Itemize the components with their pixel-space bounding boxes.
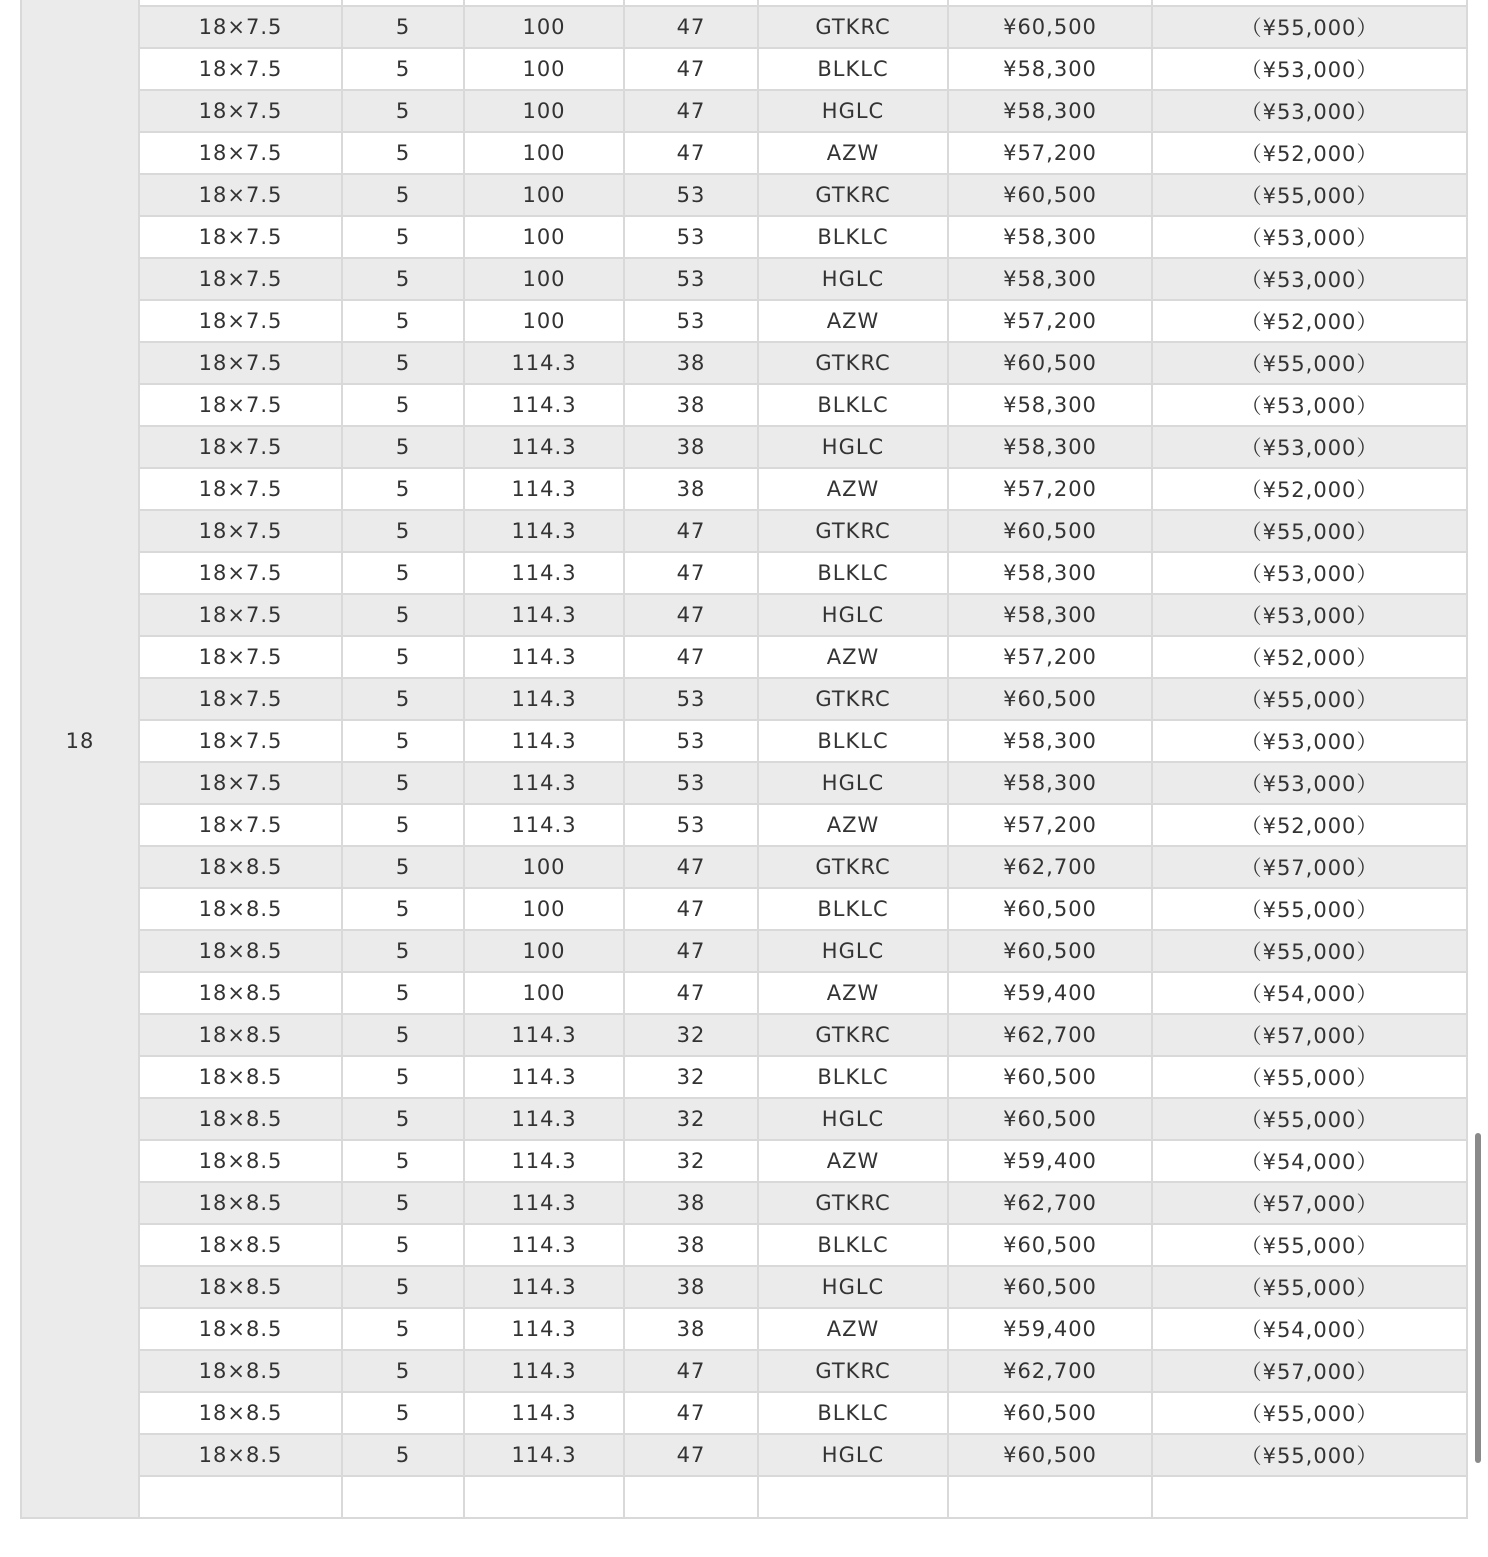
pcd-cell: 100 <box>464 90 624 132</box>
size-cell: 18×8.5 <box>139 1098 342 1140</box>
price-cell: ¥57,200 <box>948 300 1152 342</box>
price-cell: ¥57,200 <box>948 636 1152 678</box>
price-cell: ¥60,500 <box>948 1098 1152 1140</box>
table-row <box>21 258 1467 300</box>
offset-cell: 38 <box>624 342 758 384</box>
color-cell: AZW <box>758 300 948 342</box>
offset-cell: 47 <box>624 132 758 174</box>
price-ex-tax-cell: （¥57,000） <box>1152 846 1467 888</box>
offset-cell: 53 <box>624 216 758 258</box>
table-row <box>21 1224 1467 1266</box>
hole-count-cell: 5 <box>342 804 464 846</box>
price-cell: ¥60,500 <box>948 342 1152 384</box>
color-cell: HGLC <box>758 90 948 132</box>
price-ex-tax-cell: （¥55,000） <box>1152 888 1467 930</box>
size-cell <box>139 1476 342 1518</box>
price-cell: ¥60,500 <box>948 6 1152 48</box>
hole-count-cell: 5 <box>342 1014 464 1056</box>
hole-count-cell: 5 <box>342 300 464 342</box>
offset-cell: 38 <box>624 1308 758 1350</box>
hole-count-cell: 5 <box>342 174 464 216</box>
hole-count-cell: 5 <box>342 510 464 552</box>
table-row <box>21 1056 1467 1098</box>
hole-count-cell: 5 <box>342 1182 464 1224</box>
table-row <box>21 1182 1467 1224</box>
price-cell: ¥57,200 <box>948 468 1152 510</box>
price-cell: ¥58,300 <box>948 384 1152 426</box>
offset-cell: 47 <box>624 1434 758 1476</box>
table-row <box>21 1392 1467 1434</box>
pcd-cell <box>464 1476 624 1518</box>
table-row <box>21 1098 1467 1140</box>
table-row <box>21 48 1467 90</box>
color-cell: BLKLC <box>758 1392 948 1434</box>
vertical-scrollbar[interactable] <box>1475 1133 1481 1463</box>
color-cell: HGLC <box>758 1266 948 1308</box>
wheel-price-table <box>20 0 1468 1519</box>
table-row <box>21 174 1467 216</box>
color-cell: AZW <box>758 132 948 174</box>
color-cell: AZW <box>758 1308 948 1350</box>
pcd-cell: 100 <box>464 300 624 342</box>
hole-count-cell: 5 <box>342 1140 464 1182</box>
price-cell: ¥58,300 <box>948 594 1152 636</box>
price-cell: ¥58,300 <box>948 258 1152 300</box>
pcd-cell: 114.3 <box>464 342 624 384</box>
offset-cell: 32 <box>624 1014 758 1056</box>
offset-cell: 38 <box>624 1224 758 1266</box>
color-cell: HGLC <box>758 426 948 468</box>
inch-group-cell: 18 <box>21 0 139 1518</box>
size-cell: 18×7.5 <box>139 90 342 132</box>
price-ex-tax-cell: （¥53,000） <box>1152 90 1467 132</box>
color-cell: HGLC <box>758 1434 948 1476</box>
price-cell: ¥59,400 <box>948 1140 1152 1182</box>
price-cell: ¥58,300 <box>948 216 1152 258</box>
pcd-cell: 114.3 <box>464 720 624 762</box>
price-cell: ¥60,500 <box>948 510 1152 552</box>
offset-cell: 38 <box>624 384 758 426</box>
size-cell: 18×8.5 <box>139 1224 342 1266</box>
pcd-cell: 100 <box>464 258 624 300</box>
price-cell: ¥60,500 <box>948 1392 1152 1434</box>
offset-cell: 47 <box>624 510 758 552</box>
offset-cell: 47 <box>624 90 758 132</box>
price-cell <box>948 1476 1152 1518</box>
offset-cell: 47 <box>624 972 758 1014</box>
price-ex-tax-cell: （¥55,000） <box>1152 6 1467 48</box>
offset-cell: 53 <box>624 300 758 342</box>
table-row <box>21 342 1467 384</box>
price-cell: ¥58,300 <box>948 720 1152 762</box>
pcd-cell: 114.3 <box>464 1392 624 1434</box>
offset-cell: 53 <box>624 762 758 804</box>
price-cell: ¥58,300 <box>948 552 1152 594</box>
pcd-cell: 114.3 <box>464 1266 624 1308</box>
size-cell: 18×7.5 <box>139 594 342 636</box>
size-cell: 18×7.5 <box>139 510 342 552</box>
table-row <box>21 552 1467 594</box>
price-ex-tax-cell: （¥55,000） <box>1152 1434 1467 1476</box>
table-row <box>21 762 1467 804</box>
price-cell: ¥58,300 <box>948 90 1152 132</box>
price-ex-tax-cell: （¥55,000） <box>1152 342 1467 384</box>
hole-count-cell: 5 <box>342 1266 464 1308</box>
hole-count-cell: 5 <box>342 594 464 636</box>
offset-cell: 47 <box>624 594 758 636</box>
price-cell: ¥62,700 <box>948 846 1152 888</box>
table-row <box>21 1434 1467 1476</box>
table-row <box>21 888 1467 930</box>
table-row <box>21 426 1467 468</box>
table-row <box>21 90 1467 132</box>
color-cell: GTKRC <box>758 342 948 384</box>
price-ex-tax-cell: （¥53,000） <box>1152 552 1467 594</box>
price-cell: ¥62,700 <box>948 1014 1152 1056</box>
size-cell: 18×8.5 <box>139 1392 342 1434</box>
pcd-cell: 114.3 <box>464 1182 624 1224</box>
table-row <box>21 1350 1467 1392</box>
price-cell: ¥60,500 <box>948 1266 1152 1308</box>
pcd-cell: 114.3 <box>464 678 624 720</box>
price-cell: ¥58,300 <box>948 48 1152 90</box>
price-cell: ¥60,500 <box>948 930 1152 972</box>
color-cell: BLKLC <box>758 888 948 930</box>
price-ex-tax-cell: （¥57,000） <box>1152 1350 1467 1392</box>
price-ex-tax-cell: （¥55,000） <box>1152 174 1467 216</box>
pcd-cell: 100 <box>464 174 624 216</box>
price-ex-tax-cell: （¥52,000） <box>1152 468 1467 510</box>
hole-count-cell: 5 <box>342 6 464 48</box>
pcd-cell: 114.3 <box>464 636 624 678</box>
color-cell: HGLC <box>758 762 948 804</box>
color-cell: BLKLC <box>758 48 948 90</box>
size-cell: 18×7.5 <box>139 468 342 510</box>
offset-cell: 32 <box>624 1140 758 1182</box>
pcd-cell: 114.3 <box>464 762 624 804</box>
table-row <box>21 720 1467 762</box>
table-row <box>21 468 1467 510</box>
price-ex-tax-cell: （¥57,000） <box>1152 1014 1467 1056</box>
color-cell: BLKLC <box>758 720 948 762</box>
hole-count-cell: 5 <box>342 846 464 888</box>
color-cell: GTKRC <box>758 1350 948 1392</box>
color-cell: AZW <box>758 636 948 678</box>
table-body <box>21 0 1467 1518</box>
table-row <box>21 678 1467 720</box>
table-row <box>21 384 1467 426</box>
offset-cell: 47 <box>624 6 758 48</box>
table-row <box>21 1140 1467 1182</box>
hole-count-cell: 5 <box>342 258 464 300</box>
hole-count-cell: 5 <box>342 342 464 384</box>
size-cell: 18×7.5 <box>139 6 342 48</box>
color-cell: BLKLC <box>758 552 948 594</box>
price-ex-tax-cell <box>1152 1476 1467 1518</box>
pcd-cell: 114.3 <box>464 468 624 510</box>
pcd-cell: 100 <box>464 846 624 888</box>
offset-cell: 47 <box>624 636 758 678</box>
color-cell: AZW <box>758 804 948 846</box>
hole-count-cell: 5 <box>342 1350 464 1392</box>
size-cell: 18×7.5 <box>139 636 342 678</box>
price-cell: ¥58,300 <box>948 426 1152 468</box>
size-cell: 18×8.5 <box>139 1308 342 1350</box>
price-ex-tax-cell: （¥55,000） <box>1152 1266 1467 1308</box>
table-row <box>21 930 1467 972</box>
pcd-cell: 114.3 <box>464 426 624 468</box>
size-cell: 18×8.5 <box>139 1434 342 1476</box>
pcd-cell: 100 <box>464 888 624 930</box>
pcd-cell: 114.3 <box>464 1224 624 1266</box>
hole-count-cell: 5 <box>342 216 464 258</box>
hole-count-cell: 5 <box>342 468 464 510</box>
price-ex-tax-cell: （¥52,000） <box>1152 636 1467 678</box>
color-cell: GTKRC <box>758 846 948 888</box>
color-cell: BLKLC <box>758 1056 948 1098</box>
offset-cell: 38 <box>624 1182 758 1224</box>
color-cell: GTKRC <box>758 174 948 216</box>
pcd-cell: 100 <box>464 132 624 174</box>
hole-count-cell: 5 <box>342 720 464 762</box>
hole-count-cell: 5 <box>342 1392 464 1434</box>
offset-cell: 47 <box>624 1350 758 1392</box>
size-cell: 18×8.5 <box>139 888 342 930</box>
hole-count-cell: 5 <box>342 48 464 90</box>
offset-cell: 47 <box>624 552 758 594</box>
size-cell: 18×8.5 <box>139 1140 342 1182</box>
size-cell: 18×7.5 <box>139 342 342 384</box>
size-cell: 18×7.5 <box>139 426 342 468</box>
size-cell: 18×8.5 <box>139 1014 342 1056</box>
table-row <box>21 216 1467 258</box>
price-ex-tax-cell: （¥57,000） <box>1152 1182 1467 1224</box>
price-ex-tax-cell: （¥55,000） <box>1152 1392 1467 1434</box>
pcd-cell: 100 <box>464 48 624 90</box>
hole-count-cell: 5 <box>342 1224 464 1266</box>
size-cell: 18×8.5 <box>139 1182 342 1224</box>
pcd-cell: 114.3 <box>464 1140 624 1182</box>
hole-count-cell: 5 <box>342 426 464 468</box>
color-cell: GTKRC <box>758 678 948 720</box>
offset-cell: 38 <box>624 468 758 510</box>
hole-count-cell: 5 <box>342 636 464 678</box>
offset-cell: 53 <box>624 720 758 762</box>
color-cell: HGLC <box>758 930 948 972</box>
price-cell: ¥57,200 <box>948 132 1152 174</box>
table-row <box>21 636 1467 678</box>
table-row <box>21 1266 1467 1308</box>
offset-cell: 32 <box>624 1056 758 1098</box>
size-cell: 18×7.5 <box>139 678 342 720</box>
price-ex-tax-cell: （¥55,000） <box>1152 510 1467 552</box>
size-cell: 18×7.5 <box>139 384 342 426</box>
hole-count-cell: 5 <box>342 1098 464 1140</box>
price-ex-tax-cell: （¥53,000） <box>1152 426 1467 468</box>
offset-cell: 47 <box>624 888 758 930</box>
offset-cell: 53 <box>624 804 758 846</box>
price-ex-tax-cell: （¥55,000） <box>1152 930 1467 972</box>
pcd-cell: 114.3 <box>464 1350 624 1392</box>
hole-count-cell: 5 <box>342 888 464 930</box>
color-cell: AZW <box>758 972 948 1014</box>
price-ex-tax-cell: （¥55,000） <box>1152 678 1467 720</box>
price-cell: ¥60,500 <box>948 888 1152 930</box>
price-ex-tax-cell: （¥52,000） <box>1152 804 1467 846</box>
pcd-cell: 100 <box>464 216 624 258</box>
pcd-cell: 114.3 <box>464 1056 624 1098</box>
price-ex-tax-cell: （¥55,000） <box>1152 1056 1467 1098</box>
color-cell: GTKRC <box>758 1182 948 1224</box>
color-cell: AZW <box>758 468 948 510</box>
pcd-cell: 114.3 <box>464 594 624 636</box>
hole-count-cell: 5 <box>342 1434 464 1476</box>
pcd-cell: 100 <box>464 6 624 48</box>
price-table-wrapper <box>20 0 1468 1519</box>
pcd-cell: 100 <box>464 972 624 1014</box>
table-row <box>21 1308 1467 1350</box>
hole-count-cell: 5 <box>342 552 464 594</box>
price-ex-tax-cell: （¥54,000） <box>1152 1308 1467 1350</box>
table-row <box>21 132 1467 174</box>
color-cell: GTKRC <box>758 1014 948 1056</box>
offset-cell: 47 <box>624 846 758 888</box>
color-cell: AZW <box>758 1140 948 1182</box>
offset-cell: 53 <box>624 258 758 300</box>
hole-count-cell: 5 <box>342 930 464 972</box>
size-cell: 18×7.5 <box>139 258 342 300</box>
color-cell: GTKRC <box>758 510 948 552</box>
color-cell: HGLC <box>758 258 948 300</box>
color-cell: HGLC <box>758 594 948 636</box>
price-cell: ¥60,500 <box>948 1434 1152 1476</box>
pcd-cell: 114.3 <box>464 510 624 552</box>
offset-cell: 53 <box>624 174 758 216</box>
offset-cell: 47 <box>624 48 758 90</box>
offset-cell: 47 <box>624 1392 758 1434</box>
offset-cell: 47 <box>624 930 758 972</box>
offset-cell: 38 <box>624 1266 758 1308</box>
table-row <box>21 594 1467 636</box>
price-cell: ¥62,700 <box>948 1350 1152 1392</box>
color-cell: BLKLC <box>758 216 948 258</box>
price-ex-tax-cell: （¥53,000） <box>1152 720 1467 762</box>
price-cell: ¥59,400 <box>948 1308 1152 1350</box>
pcd-cell: 114.3 <box>464 384 624 426</box>
table-row <box>21 510 1467 552</box>
pcd-cell: 114.3 <box>464 552 624 594</box>
hole-count-cell: 5 <box>342 1056 464 1098</box>
color-cell <box>758 1476 948 1518</box>
price-ex-tax-cell: （¥52,000） <box>1152 132 1467 174</box>
hole-count-cell: 5 <box>342 1308 464 1350</box>
price-cell: ¥60,500 <box>948 174 1152 216</box>
hole-count-cell: 5 <box>342 678 464 720</box>
hole-count-cell: 5 <box>342 762 464 804</box>
price-cell: ¥59,400 <box>948 972 1152 1014</box>
table-row <box>21 6 1467 48</box>
size-cell: 18×7.5 <box>139 216 342 258</box>
pcd-cell: 114.3 <box>464 1434 624 1476</box>
price-ex-tax-cell: （¥54,000） <box>1152 972 1467 1014</box>
price-cell: ¥62,700 <box>948 1182 1152 1224</box>
hole-count-cell: 5 <box>342 384 464 426</box>
price-ex-tax-cell: （¥53,000） <box>1152 594 1467 636</box>
table-row <box>21 846 1467 888</box>
size-cell: 18×8.5 <box>139 1056 342 1098</box>
price-cell: ¥58,300 <box>948 762 1152 804</box>
table-row <box>21 1476 1467 1518</box>
pcd-cell: 114.3 <box>464 1014 624 1056</box>
size-cell: 18×7.5 <box>139 552 342 594</box>
price-ex-tax-cell: （¥53,000） <box>1152 258 1467 300</box>
size-cell: 18×8.5 <box>139 972 342 1014</box>
hole-count-cell: 5 <box>342 972 464 1014</box>
price-cell: ¥57,200 <box>948 804 1152 846</box>
color-cell: BLKLC <box>758 384 948 426</box>
size-cell: 18×8.5 <box>139 930 342 972</box>
size-cell: 18×7.5 <box>139 300 342 342</box>
price-cell: ¥60,500 <box>948 1056 1152 1098</box>
color-cell: HGLC <box>758 1098 948 1140</box>
size-cell: 18×8.5 <box>139 1350 342 1392</box>
offset-cell: 53 <box>624 678 758 720</box>
size-cell: 18×7.5 <box>139 762 342 804</box>
pcd-cell: 114.3 <box>464 804 624 846</box>
hole-count-cell: 5 <box>342 90 464 132</box>
size-cell: 18×7.5 <box>139 48 342 90</box>
table-row <box>21 300 1467 342</box>
price-ex-tax-cell: （¥55,000） <box>1152 1224 1467 1266</box>
price-ex-tax-cell: （¥53,000） <box>1152 216 1467 258</box>
price-cell: ¥60,500 <box>948 678 1152 720</box>
color-cell: BLKLC <box>758 1224 948 1266</box>
table-row <box>21 1014 1467 1056</box>
table-row <box>21 804 1467 846</box>
hole-count-cell: 5 <box>342 132 464 174</box>
price-cell: ¥60,500 <box>948 1224 1152 1266</box>
offset-cell: 38 <box>624 426 758 468</box>
size-cell: 18×7.5 <box>139 174 342 216</box>
price-ex-tax-cell: （¥53,000） <box>1152 762 1467 804</box>
price-ex-tax-cell: （¥53,000） <box>1152 384 1467 426</box>
offset-cell <box>624 1476 758 1518</box>
color-cell: GTKRC <box>758 6 948 48</box>
pcd-cell: 114.3 <box>464 1308 624 1350</box>
hole-count-cell <box>342 1476 464 1518</box>
size-cell: 18×8.5 <box>139 846 342 888</box>
pcd-cell: 114.3 <box>464 1098 624 1140</box>
price-ex-tax-cell: （¥54,000） <box>1152 1140 1467 1182</box>
table-row <box>21 972 1467 1014</box>
size-cell: 18×7.5 <box>139 132 342 174</box>
price-ex-tax-cell: （¥55,000） <box>1152 1098 1467 1140</box>
pcd-cell: 100 <box>464 930 624 972</box>
size-cell: 18×8.5 <box>139 1266 342 1308</box>
size-cell: 18×7.5 <box>139 804 342 846</box>
offset-cell: 32 <box>624 1098 758 1140</box>
price-ex-tax-cell: （¥52,000） <box>1152 300 1467 342</box>
price-ex-tax-cell: （¥53,000） <box>1152 48 1467 90</box>
size-cell: 18×7.5 <box>139 720 342 762</box>
